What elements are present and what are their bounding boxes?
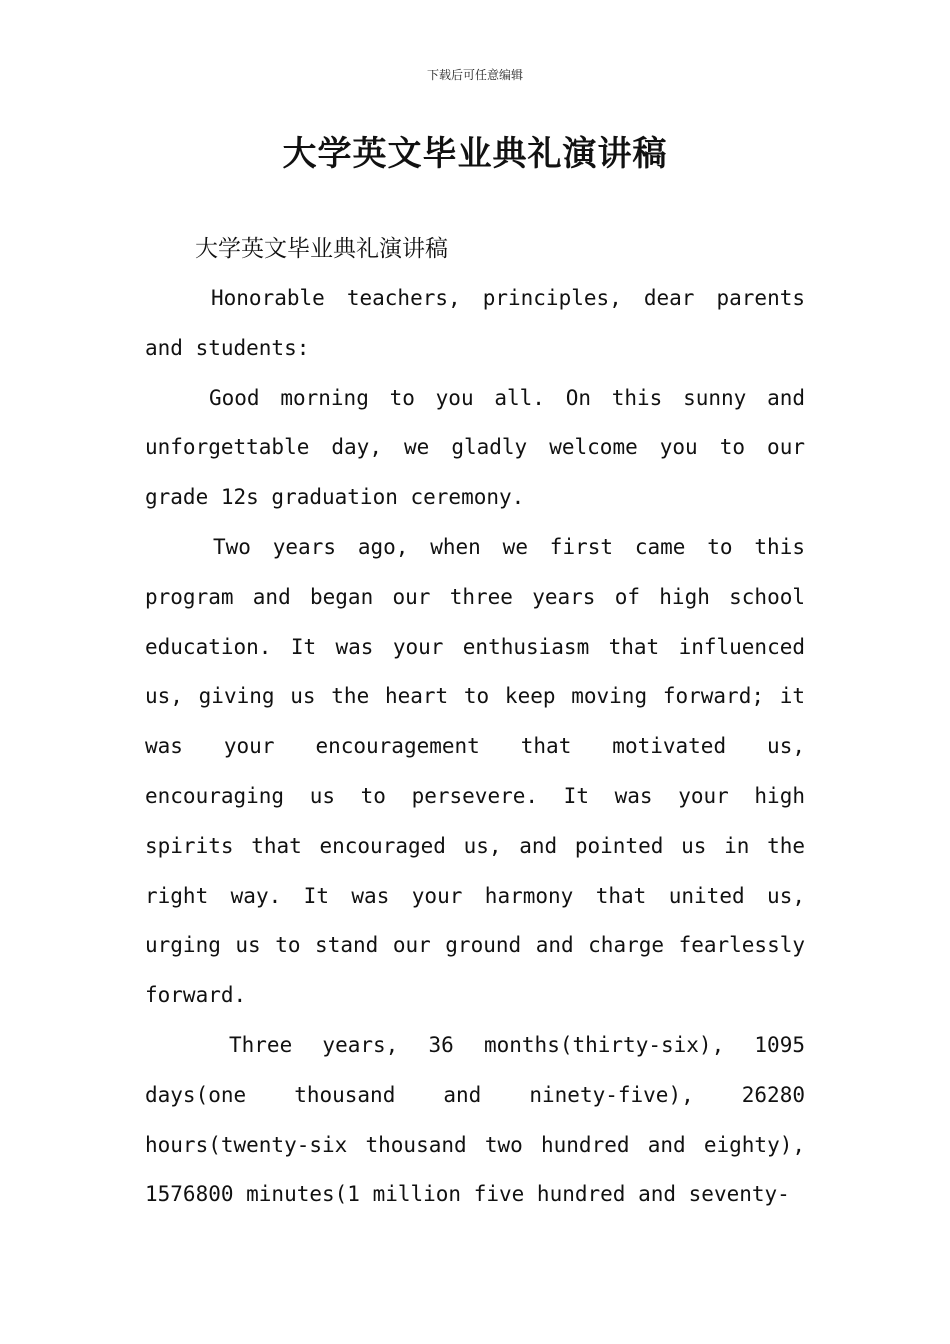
paragraph-gratitude: Two years ago, when we first came to this program and began our three years of high school education. It was your enthusiasm that influenced us, giving us the heart to keep moving forward; it was your encouragement that motivated us, encouraging us to persevere. It was your high spirits that encouraged us, and pointed us in the right way. It was your harmony that united us, urging us to stand our ground and charge fearlessly forward. [145, 534, 805, 1008]
paragraph-time-count: Three years, 36 months(thirty-six), 1095 days(one thousand and ninety-five), 26280 hours(twenty-six thousand two hundred and eighty), 1576800 minutes(1 million five hundred and seventy- [145, 1032, 805, 1207]
paragraph-greeting: Honorable teachers, principles, dear parents and students: [145, 286, 805, 360]
document-body [145, 274, 805, 1220]
page-header-note: 下载后可任意编辑 [426, 68, 523, 82]
paragraph-welcome: Good morning to you all. On this sunny and unforgettable day, we gladly welcome you to our grade 12s graduation ceremony. [145, 385, 805, 510]
document-title: 大学英文毕业典礼演讲稿 [282, 134, 668, 174]
document-subtitle: 大学英文毕业典礼演讲稿 [195, 236, 448, 262]
